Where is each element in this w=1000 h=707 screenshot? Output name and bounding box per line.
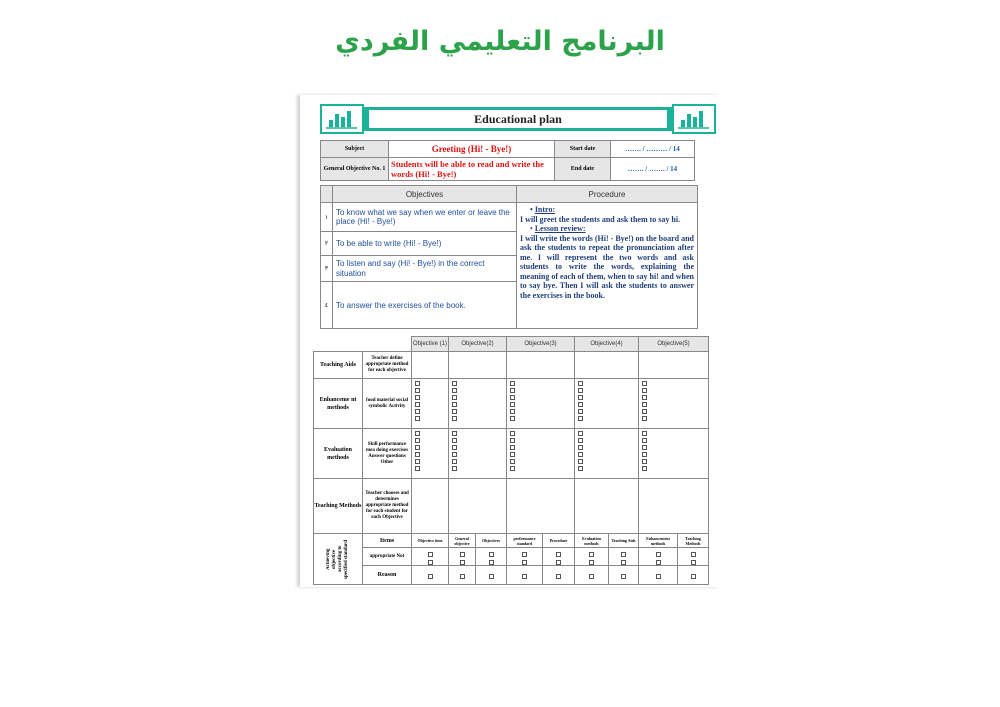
checkbox[interactable] bbox=[578, 445, 583, 450]
objective-text: To listen and say (Hi! - Bye!) in the correct situation bbox=[333, 256, 517, 282]
intro-text: I will greet the students and ask them to say hi. bbox=[520, 214, 681, 224]
item-header: Evaluation methods bbox=[575, 534, 609, 548]
checkbox[interactable] bbox=[578, 438, 583, 443]
checkbox[interactable] bbox=[510, 438, 515, 443]
start-date-value: ……. / ……… / 14 bbox=[611, 141, 695, 158]
checkbox[interactable] bbox=[510, 416, 515, 421]
checkbox-group bbox=[575, 379, 639, 429]
checkbox-group bbox=[412, 379, 449, 429]
end-date-value: ……. / ……. / 14 bbox=[611, 158, 695, 181]
checkbox[interactable] bbox=[578, 381, 583, 386]
objective-text: To know what we say when we enter or leave the place (Hi! - Bye!) bbox=[333, 203, 517, 232]
item-header: Procedure bbox=[543, 534, 575, 548]
checkbox[interactable] bbox=[428, 574, 433, 579]
column-header: Objective (1) bbox=[412, 337, 449, 352]
start-date-label: Start date bbox=[555, 141, 611, 158]
objective-number: ٤ bbox=[321, 282, 333, 329]
checkbox[interactable] bbox=[415, 381, 420, 386]
page-title: البرنامج التعليمي الفردي bbox=[335, 26, 665, 57]
item-header: Enhancement methods bbox=[639, 534, 678, 548]
checkbox-pair bbox=[678, 548, 709, 566]
items-label: Items bbox=[363, 534, 412, 548]
bar-chart-icon bbox=[320, 104, 364, 134]
lesson-review-title: Lesson review: bbox=[534, 224, 586, 233]
checkbox[interactable] bbox=[642, 431, 647, 436]
column-header: Objective(3) bbox=[507, 337, 575, 352]
checkbox[interactable] bbox=[656, 574, 661, 579]
checkbox[interactable] bbox=[589, 574, 594, 579]
checkbox-pair bbox=[543, 548, 575, 566]
checkbox[interactable] bbox=[415, 402, 420, 407]
item-header: Teaching Aids bbox=[609, 534, 639, 548]
checkbox-pair bbox=[639, 548, 678, 566]
subject-label: Subject bbox=[321, 141, 389, 158]
checkbox[interactable] bbox=[578, 431, 583, 436]
checkbox[interactable] bbox=[452, 416, 457, 421]
checkbox[interactable] bbox=[556, 552, 561, 557]
objective-number: ٣ bbox=[321, 256, 333, 282]
plan-info-table bbox=[320, 140, 695, 181]
plan-title: Educational plan bbox=[368, 109, 668, 129]
checkbox[interactable] bbox=[415, 466, 420, 471]
bar-chart-icon bbox=[672, 104, 716, 134]
checkbox[interactable] bbox=[510, 445, 515, 450]
row-label: Enhanceme nt methods bbox=[314, 379, 363, 429]
checkbox-group bbox=[639, 429, 709, 479]
intro-heading: • Intro: bbox=[530, 205, 556, 214]
checkbox[interactable] bbox=[428, 552, 433, 557]
objective-text: To be able to write (Hi! - Bye!) bbox=[333, 232, 517, 256]
checkbox[interactable] bbox=[621, 552, 626, 557]
checkbox[interactable] bbox=[452, 402, 457, 407]
checkbox[interactable] bbox=[589, 552, 594, 557]
checkbox[interactable] bbox=[556, 574, 561, 579]
lesson-review-heading: • Lesson review: bbox=[530, 224, 586, 233]
checkbox-group bbox=[575, 429, 639, 479]
checkbox[interactable] bbox=[510, 388, 515, 393]
checkbox[interactable] bbox=[642, 381, 647, 386]
checkbox[interactable] bbox=[691, 574, 696, 579]
checkbox[interactable] bbox=[642, 459, 647, 464]
checkbox[interactable] bbox=[460, 560, 465, 565]
item-header: Objective time bbox=[412, 534, 449, 548]
reason-label: Reason bbox=[363, 566, 412, 585]
checkbox[interactable] bbox=[415, 388, 420, 393]
checkbox[interactable] bbox=[691, 560, 696, 565]
checkbox[interactable] bbox=[656, 552, 661, 557]
checkbox[interactable] bbox=[522, 552, 527, 557]
checkbox[interactable] bbox=[656, 560, 661, 565]
procedure-header: Procedure bbox=[517, 186, 698, 203]
checkbox[interactable] bbox=[452, 459, 457, 464]
document-page bbox=[300, 95, 720, 587]
checkbox[interactable] bbox=[642, 395, 647, 400]
checkbox[interactable] bbox=[415, 409, 420, 414]
checkbox[interactable] bbox=[489, 552, 494, 557]
checkbox[interactable] bbox=[452, 388, 457, 393]
checkbox[interactable] bbox=[428, 560, 433, 565]
checkbox[interactable] bbox=[642, 402, 647, 407]
item-header: Teaching Methods bbox=[678, 534, 709, 548]
checkbox[interactable] bbox=[510, 431, 515, 436]
checkbox[interactable] bbox=[415, 445, 420, 450]
checkbox[interactable] bbox=[642, 409, 647, 414]
checkbox[interactable] bbox=[452, 438, 457, 443]
checkbox[interactable] bbox=[452, 381, 457, 386]
checkbox[interactable] bbox=[510, 459, 515, 464]
objective-text: To answer the exercises of the book. bbox=[333, 282, 517, 329]
checkbox[interactable] bbox=[578, 388, 583, 393]
checkbox[interactable] bbox=[578, 402, 583, 407]
achieving-label: Achieving objective according to specified standard bbox=[326, 539, 349, 579]
checkbox-group bbox=[507, 379, 575, 429]
objective-number: ٢ bbox=[321, 232, 333, 256]
item-header: Objectives bbox=[476, 534, 507, 548]
checkbox-pair bbox=[575, 548, 609, 566]
checkbox[interactable] bbox=[415, 416, 420, 421]
checkbox[interactable] bbox=[510, 409, 515, 414]
checkbox[interactable] bbox=[452, 409, 457, 414]
objectives-header: Objectives bbox=[333, 186, 517, 203]
checkbox-pair bbox=[507, 548, 543, 566]
checkbox-pair bbox=[609, 548, 639, 566]
plan-header bbox=[320, 107, 716, 131]
checkbox[interactable] bbox=[621, 574, 626, 579]
checkbox[interactable] bbox=[452, 466, 457, 471]
achieving-label-cell bbox=[314, 534, 363, 585]
general-objective-value: Students will be able to read and write the words (Hi! - Bye!) bbox=[389, 158, 555, 181]
checkbox-group bbox=[412, 429, 449, 479]
checkbox[interactable] bbox=[510, 381, 515, 386]
row-label: Teaching Methods bbox=[314, 479, 363, 534]
checkbox[interactable] bbox=[460, 552, 465, 557]
checkbox[interactable] bbox=[621, 560, 626, 565]
column-header: Objective(2) bbox=[449, 337, 507, 352]
checkbox-group bbox=[639, 379, 709, 429]
end-date-label: End date bbox=[555, 158, 611, 181]
checkbox[interactable] bbox=[510, 402, 515, 407]
checkbox[interactable] bbox=[578, 459, 583, 464]
checkbox[interactable] bbox=[452, 452, 457, 457]
checkbox[interactable] bbox=[578, 416, 583, 421]
checkbox[interactable] bbox=[415, 431, 420, 436]
checkbox-pair bbox=[449, 548, 476, 566]
checkbox-pair bbox=[412, 548, 449, 566]
row-label: Teaching Aids bbox=[314, 352, 363, 379]
checkbox[interactable] bbox=[642, 445, 647, 450]
checkbox[interactable] bbox=[556, 560, 561, 565]
column-header: Objective(5) bbox=[639, 337, 709, 352]
procedure-cell bbox=[517, 203, 698, 329]
general-objective-label: General Objective No. 1 bbox=[321, 158, 389, 181]
checkbox[interactable] bbox=[510, 452, 515, 457]
row-description: Skill performance mea doing exercises Answer questions Other bbox=[363, 429, 412, 479]
checkbox[interactable] bbox=[415, 459, 420, 464]
row-description: Teacher chooses and determines appropriate method for each student for each Objective bbox=[363, 479, 412, 534]
appropriate-label: appropriate Not bbox=[363, 548, 412, 566]
subject-value: Greeting (Hi! - Bye!) bbox=[389, 141, 555, 158]
checkbox[interactable] bbox=[522, 560, 527, 565]
checkbox[interactable] bbox=[415, 438, 420, 443]
item-header: performance standard bbox=[507, 534, 543, 548]
checkbox[interactable] bbox=[642, 452, 647, 457]
checkbox[interactable] bbox=[578, 409, 583, 414]
checkbox[interactable] bbox=[460, 574, 465, 579]
row-description: Teacher define appropriate method for each objective bbox=[363, 352, 412, 379]
checkbox[interactable] bbox=[578, 452, 583, 457]
checkbox[interactable] bbox=[415, 452, 420, 457]
checkbox-pair bbox=[476, 548, 507, 566]
checkbox-group bbox=[449, 429, 507, 479]
checkbox[interactable] bbox=[691, 552, 696, 557]
lesson-review-text: I will write the words (Hi! - Bye!) on the board and ask the students to repeat the pronunciation after me. I will represent the two words and ask students to write the words, explaining the meaning of each of them, when to say hi! and when to say bye. Then I will ask the students to answer the exercises in the book. bbox=[520, 233, 695, 300]
checkbox[interactable] bbox=[415, 395, 420, 400]
checkbox[interactable] bbox=[642, 438, 647, 443]
objectives-table bbox=[320, 185, 698, 329]
checkbox[interactable] bbox=[642, 416, 647, 421]
checkbox[interactable] bbox=[510, 466, 515, 471]
intro-title: Intro: bbox=[534, 205, 556, 214]
checkbox[interactable] bbox=[489, 574, 494, 579]
checkbox-group bbox=[507, 429, 575, 479]
checkbox[interactable] bbox=[578, 395, 583, 400]
checkbox[interactable] bbox=[578, 466, 583, 471]
item-header: General objective bbox=[449, 534, 476, 548]
checkbox[interactable] bbox=[452, 431, 457, 436]
checkbox[interactable] bbox=[589, 560, 594, 565]
checkbox[interactable] bbox=[522, 574, 527, 579]
column-header: Objective(4) bbox=[575, 337, 639, 352]
checkbox[interactable] bbox=[452, 445, 457, 450]
row-label: Evaluation methods bbox=[314, 429, 363, 479]
checkbox[interactable] bbox=[489, 560, 494, 565]
checkbox[interactable] bbox=[510, 395, 515, 400]
checkbox[interactable] bbox=[642, 388, 647, 393]
row-description: food material social symbolic Activity bbox=[363, 379, 412, 429]
objective-number: ١ bbox=[321, 203, 333, 232]
checkbox[interactable] bbox=[642, 466, 647, 471]
checkbox-group bbox=[449, 379, 507, 429]
checkbox[interactable] bbox=[452, 395, 457, 400]
methods-table bbox=[313, 336, 709, 585]
